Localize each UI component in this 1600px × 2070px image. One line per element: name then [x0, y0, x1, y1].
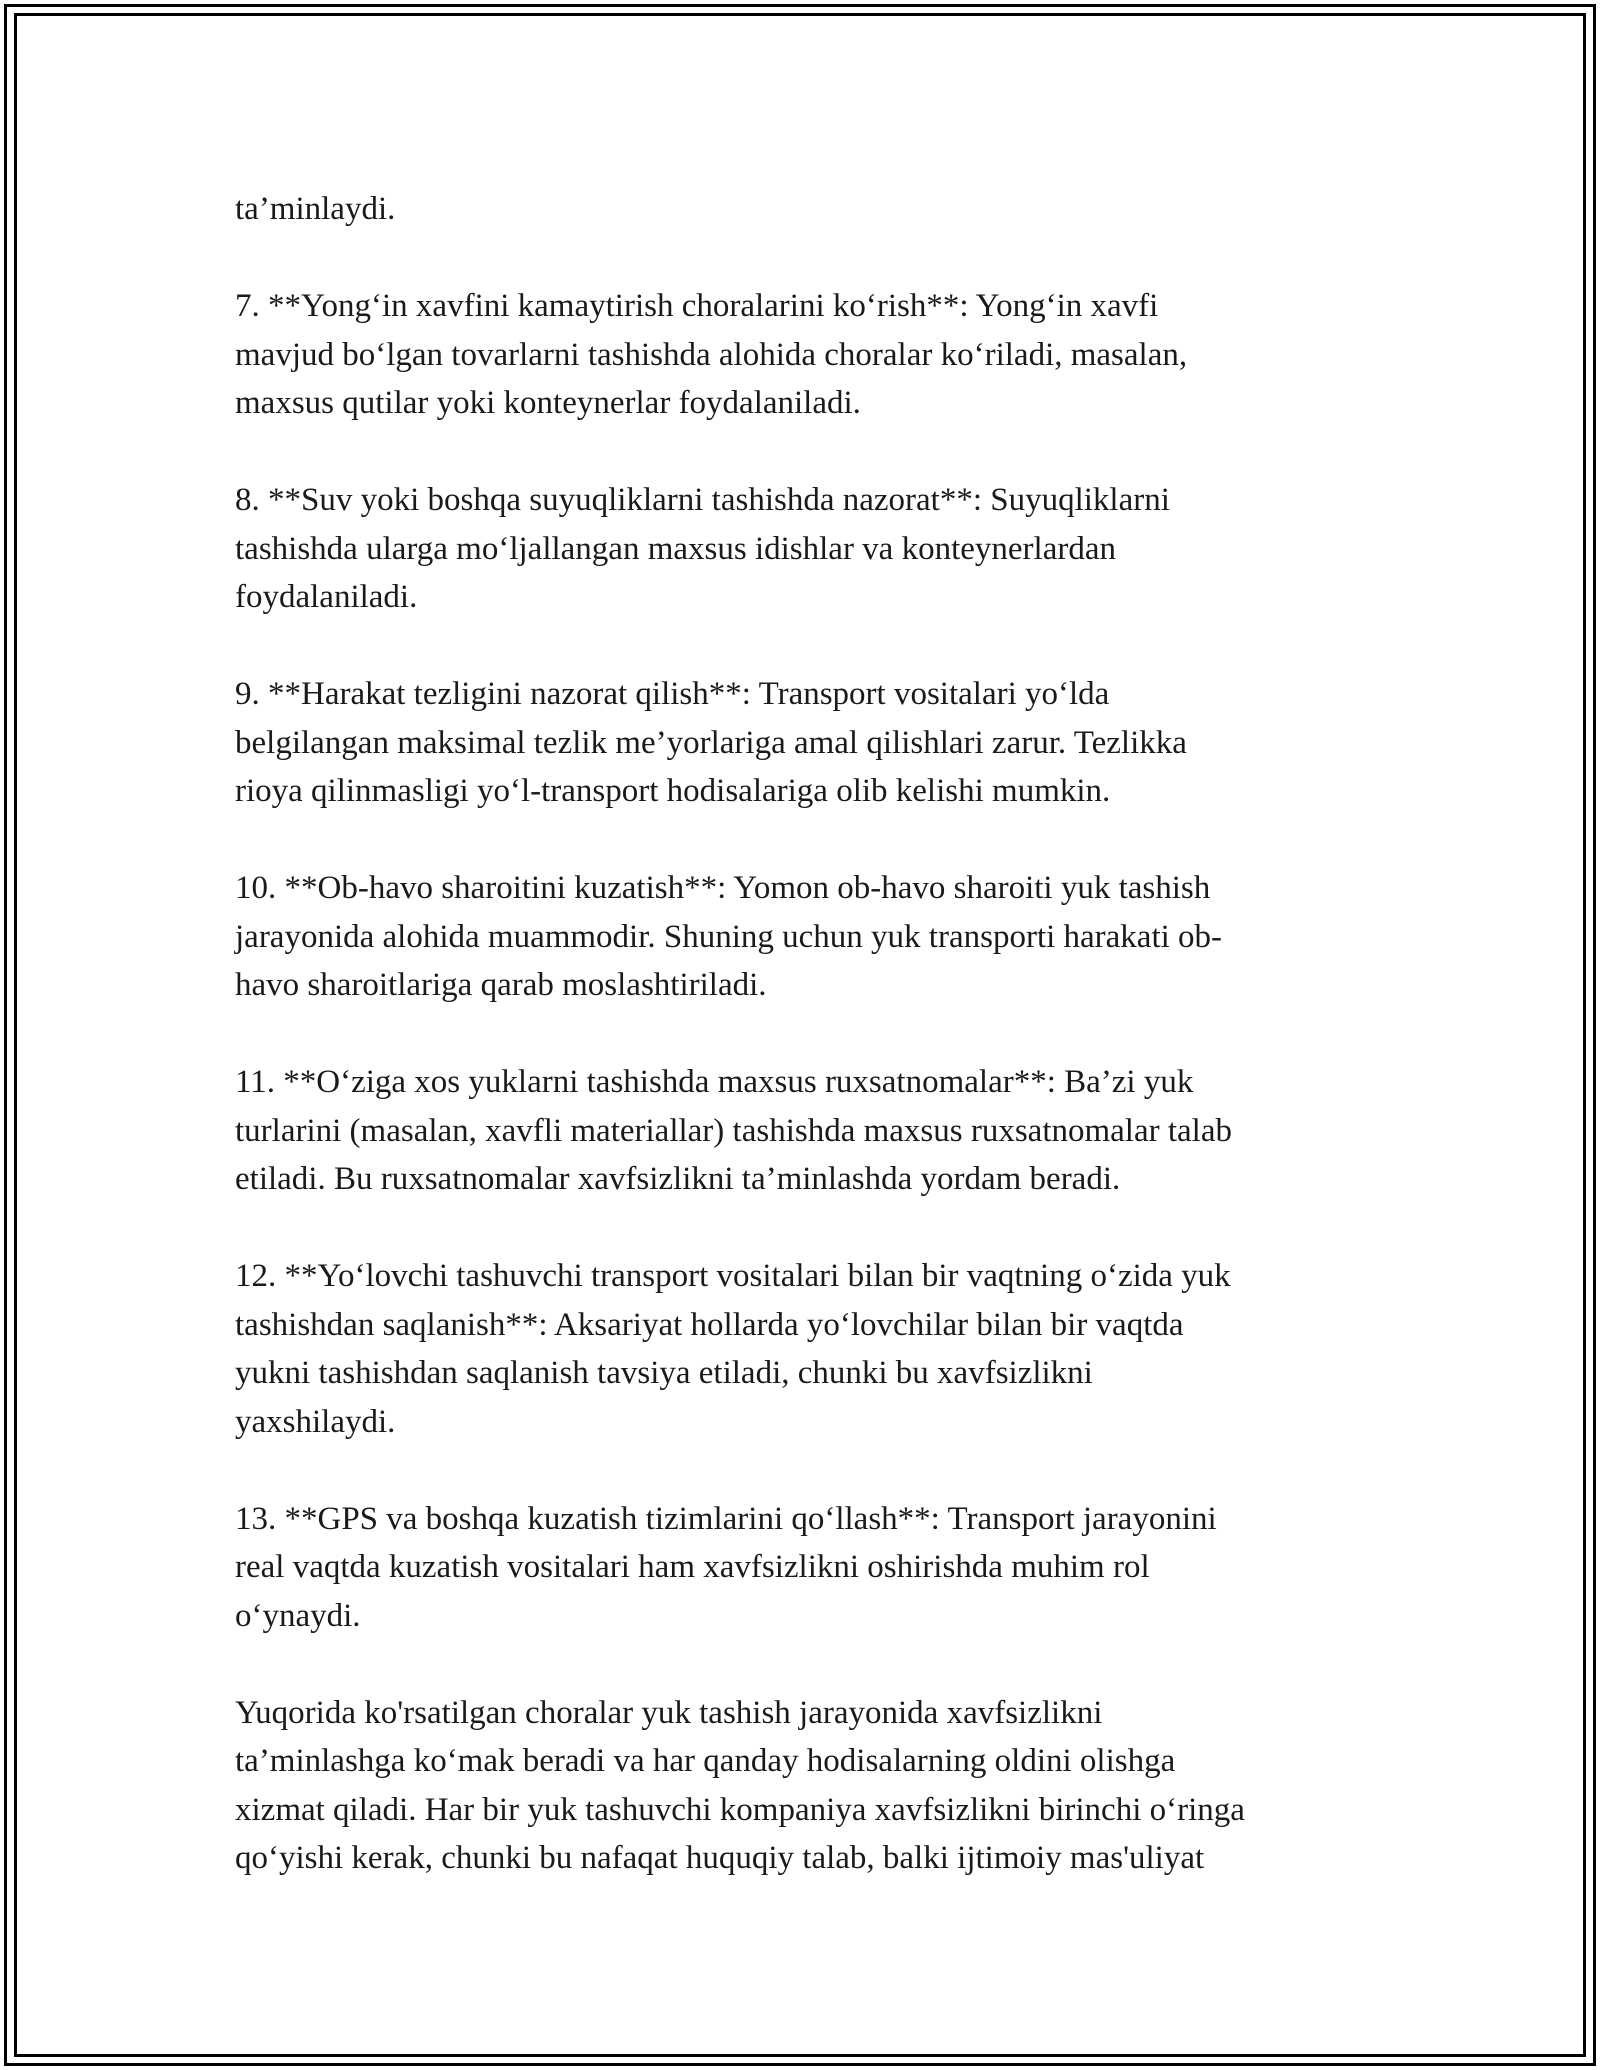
paragraph-continuation: ta’minlaydi.: [235, 191, 396, 227]
list-item-7: 7. **Yong‘in xavfini kamaytirish choralarini ko‘rish**: Yong‘in xavfi mavjud bo‘lgan tovarlarni tashishda alohida choralar ko‘riladi, masalan, maxsus qutilar yoki konteynerlar foydalaniladi.: [235, 288, 1188, 421]
list-item-11: 11. **O‘ziga xos yuklarni tashishda maxsus ruxsatnomalar**: Ba’zi yuk turlarini (masalan, xavfli materiallar) tashishda maxsus ruxsatnomalar talab etiladi. Bu ruxsatnomalar xavfsizlikni ta’minlashda yordam beradi.: [235, 1064, 1232, 1197]
document-body: [235, 185, 1365, 1883]
list-item-12: 12. **Yo‘lovchi tashuvchi transport vositalari bilan bir vaqtning o‘zida yuk tashishdan saqlanish**: Aksariyat hollarda yo‘lovchilar bilan bir vaqtda yukni tashishdan saqlanish tavsiya etiladi, chunki bu xavfsizlikni yaxshilaydi.: [235, 1258, 1231, 1440]
list-item-10: 10. **Ob-havo sharoitini kuzatish**: Yomon ob-havo sharoiti yuk tashish jarayonida alohida muammodir. Shuning uchun yuk transporti harakati ob- havo sharoitlariga qarab moslashtiriladi.: [235, 870, 1223, 1003]
conclusion-paragraph: Yuqorida ko'rsatilgan choralar yuk tashish jarayonida xavfsizlikni ta’minlashga ko‘mak beradi va har qanday hodisalarning oldini olishga xizmat qiladi. Har bir yuk tashuvchi kompaniya xavfsizlikni birinchi o‘ringa qo‘yishi kerak, chunki bu nafaqat huquqiy talab, balki ijtimoiy mas'uliyat: [235, 1694, 1245, 1876]
list-item-8: 8. **Suv yoki boshqa suyuqliklarni tashishda nazorat**: Suyuqliklarni tashishda ularga mo‘ljallangan maxsus idishlar va konteynerlardan foydalaniladi.: [235, 482, 1170, 615]
list-item-9: 9. **Harakat tezligini nazorat qilish**: Transport vositalari yo‘lda belgilangan maksimal tezlik me’yorlariga amal qilishlari zarur. Tezlikka rioya qilinmasligi yo‘l-transport hodisalariga olib kelishi mumkin.: [235, 676, 1187, 809]
list-item-13: 13. **GPS va boshqa kuzatish tizimlarini qo‘llash**: Transport jarayonini real vaqtda kuzatish vositalari ham xavfsizlikni oshirishda muhim rol o‘ynaydi.: [235, 1500, 1217, 1634]
